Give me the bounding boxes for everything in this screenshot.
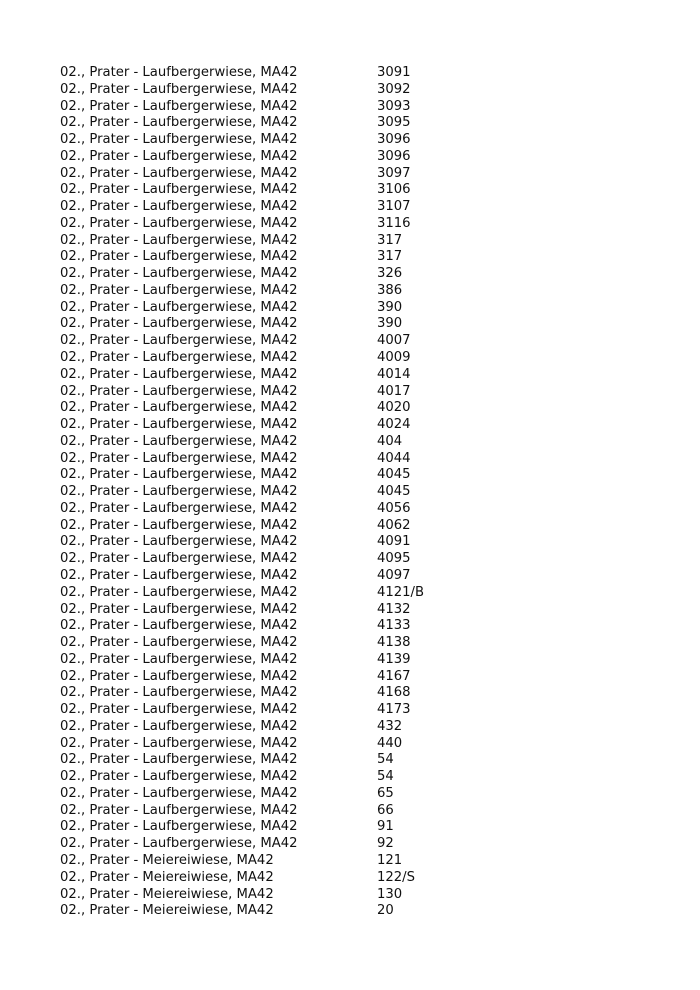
location-cell: 02., Prater - Laufbergerwiese, MA42 (60, 417, 298, 433)
location-cell: 02., Prater - Meiereiwiese, MA42 (60, 886, 274, 902)
location-cell: 02., Prater - Laufbergerwiese, MA42 (60, 366, 298, 382)
number-cell: 4009 (377, 350, 411, 366)
location-cell: 02., Prater - Meiereiwiese, MA42 (60, 869, 274, 885)
table-row (60, 384, 460, 401)
table-row (60, 585, 460, 602)
number-cell: 4133 (377, 618, 411, 634)
location-cell: 02., Prater - Laufbergerwiese, MA42 (60, 316, 298, 332)
number-cell: 3116 (377, 215, 411, 231)
table-row (60, 316, 460, 333)
table-row (60, 333, 460, 350)
number-cell: 4168 (377, 685, 411, 701)
table-row (60, 736, 460, 753)
table-row (60, 836, 460, 853)
location-cell: 02., Prater - Laufbergerwiese, MA42 (60, 400, 298, 416)
location-cell: 02., Prater - Laufbergerwiese, MA42 (60, 651, 298, 667)
number-cell: 317 (377, 249, 403, 265)
table-row (60, 266, 460, 283)
location-cell: 02., Prater - Laufbergerwiese, MA42 (60, 802, 298, 818)
table-row (60, 602, 460, 619)
number-cell: 4138 (377, 635, 411, 651)
table-row (60, 166, 460, 183)
number-cell: 4121/B (377, 584, 425, 600)
table-row (60, 350, 460, 367)
number-cell: 4139 (377, 651, 411, 667)
table-row (60, 149, 460, 166)
location-cell: 02., Prater - Meiereiwiese, MA42 (60, 852, 274, 868)
location-cell: 02., Prater - Laufbergerwiese, MA42 (60, 450, 298, 466)
number-cell: 91 (377, 819, 394, 835)
number-cell: 3096 (377, 148, 411, 164)
table-row (60, 249, 460, 266)
table-row (60, 786, 460, 803)
location-cell: 02., Prater - Laufbergerwiese, MA42 (60, 534, 298, 550)
location-cell: 02., Prater - Laufbergerwiese, MA42 (60, 98, 298, 114)
number-cell: 4045 (377, 467, 411, 483)
table-row (60, 803, 460, 820)
number-cell: 4167 (377, 668, 411, 684)
location-cell: 02., Prater - Laufbergerwiese, MA42 (60, 819, 298, 835)
location-cell: 02., Prater - Laufbergerwiese, MA42 (60, 785, 298, 801)
table-row (60, 484, 460, 501)
location-cell: 02., Prater - Laufbergerwiese, MA42 (60, 685, 298, 701)
table-row (60, 400, 460, 417)
table-row (60, 534, 460, 551)
table-row (60, 132, 460, 149)
location-cell: 02., Prater - Laufbergerwiese, MA42 (60, 551, 298, 567)
location-cell: 02., Prater - Laufbergerwiese, MA42 (60, 165, 298, 181)
table-row (60, 635, 460, 652)
location-cell: 02., Prater - Laufbergerwiese, MA42 (60, 635, 298, 651)
table-row (60, 467, 460, 484)
table-row (60, 903, 460, 920)
location-cell: 02., Prater - Laufbergerwiese, MA42 (60, 232, 298, 248)
number-cell: 4132 (377, 601, 411, 617)
number-cell: 121 (377, 852, 403, 868)
table-row (60, 702, 460, 719)
listing-table (60, 65, 460, 920)
number-cell: 3106 (377, 182, 411, 198)
table-row (60, 551, 460, 568)
location-cell: 02., Prater - Laufbergerwiese, MA42 (60, 702, 298, 718)
location-cell: 02., Prater - Laufbergerwiese, MA42 (60, 601, 298, 617)
number-cell: 4097 (377, 567, 411, 583)
table-row (60, 685, 460, 702)
location-cell: 02., Prater - Laufbergerwiese, MA42 (60, 182, 298, 198)
number-cell: 390 (377, 316, 403, 332)
table-row (60, 819, 460, 836)
location-cell: 02., Prater - Laufbergerwiese, MA42 (60, 467, 298, 483)
location-cell: 02., Prater - Laufbergerwiese, MA42 (60, 148, 298, 164)
location-cell: 02., Prater - Laufbergerwiese, MA42 (60, 215, 298, 231)
table-row (60, 199, 460, 216)
table-row (60, 115, 460, 132)
number-cell: 4017 (377, 383, 411, 399)
table-row (60, 65, 460, 82)
number-cell: 4056 (377, 500, 411, 516)
table-row (60, 618, 460, 635)
location-cell: 02., Prater - Laufbergerwiese, MA42 (60, 718, 298, 734)
number-cell: 3091 (377, 65, 411, 80)
location-cell: 02., Prater - Laufbergerwiese, MA42 (60, 199, 298, 215)
table-row (60, 99, 460, 116)
location-cell: 02., Prater - Laufbergerwiese, MA42 (60, 752, 298, 768)
table-row (60, 719, 460, 736)
table-row (60, 451, 460, 468)
location-cell: 02., Prater - Laufbergerwiese, MA42 (60, 299, 298, 315)
table-row (60, 518, 460, 535)
location-cell: 02., Prater - Laufbergerwiese, MA42 (60, 249, 298, 265)
number-cell: 54 (377, 752, 394, 768)
number-cell: 404 (377, 433, 403, 449)
location-cell: 02., Prater - Laufbergerwiese, MA42 (60, 282, 298, 298)
table-row (60, 887, 460, 904)
number-cell: 66 (377, 802, 394, 818)
number-cell: 3097 (377, 165, 411, 181)
table-row (60, 501, 460, 518)
number-cell: 54 (377, 769, 394, 785)
number-cell: 4095 (377, 551, 411, 567)
table-row (60, 870, 460, 887)
table-row (60, 752, 460, 769)
location-cell: 02., Prater - Laufbergerwiese, MA42 (60, 333, 298, 349)
location-cell: 02., Prater - Laufbergerwiese, MA42 (60, 500, 298, 516)
location-cell: 02., Prater - Laufbergerwiese, MA42 (60, 383, 298, 399)
number-cell: 4007 (377, 333, 411, 349)
table-row (60, 367, 460, 384)
table-row (60, 283, 460, 300)
number-cell: 440 (377, 735, 403, 751)
number-cell: 3093 (377, 98, 411, 114)
number-cell: 4044 (377, 450, 411, 466)
number-cell: 3096 (377, 132, 411, 148)
location-cell: 02., Prater - Laufbergerwiese, MA42 (60, 668, 298, 684)
location-cell: 02., Prater - Laufbergerwiese, MA42 (60, 484, 298, 500)
number-cell: 317 (377, 232, 403, 248)
number-cell: 4173 (377, 702, 411, 718)
location-cell: 02., Prater - Laufbergerwiese, MA42 (60, 115, 298, 131)
table-row (60, 434, 460, 451)
table-row (60, 300, 460, 317)
table-row (60, 182, 460, 199)
number-cell: 3092 (377, 81, 411, 97)
location-cell: 02., Prater - Laufbergerwiese, MA42 (60, 517, 298, 533)
number-cell: 4024 (377, 417, 411, 433)
number-cell: 4045 (377, 484, 411, 500)
location-cell: 02., Prater - Laufbergerwiese, MA42 (60, 618, 298, 634)
location-cell: 02., Prater - Laufbergerwiese, MA42 (60, 266, 298, 282)
location-cell: 02., Prater - Laufbergerwiese, MA42 (60, 735, 298, 751)
number-cell: 432 (377, 718, 403, 734)
number-cell: 3095 (377, 115, 411, 131)
location-cell: 02., Prater - Laufbergerwiese, MA42 (60, 350, 298, 366)
number-cell: 130 (377, 886, 403, 902)
location-cell: 02., Prater - Laufbergerwiese, MA42 (60, 567, 298, 583)
location-cell: 02., Prater - Laufbergerwiese, MA42 (60, 81, 298, 97)
table-row (60, 568, 460, 585)
number-cell: 65 (377, 785, 394, 801)
table-row (60, 216, 460, 233)
location-cell: 02., Prater - Laufbergerwiese, MA42 (60, 769, 298, 785)
number-cell: 390 (377, 299, 403, 315)
number-cell: 326 (377, 266, 403, 282)
location-cell: 02., Prater - Laufbergerwiese, MA42 (60, 433, 298, 449)
number-cell: 3107 (377, 199, 411, 215)
number-cell: 20 (377, 903, 394, 919)
number-cell: 92 (377, 836, 394, 852)
number-cell: 4062 (377, 517, 411, 533)
table-row (60, 652, 460, 669)
table-row (60, 417, 460, 434)
number-cell: 4020 (377, 400, 411, 416)
number-cell: 122/S (377, 869, 415, 885)
location-cell: 02., Prater - Laufbergerwiese, MA42 (60, 836, 298, 852)
location-cell: 02., Prater - Laufbergerwiese, MA42 (60, 132, 298, 148)
location-cell: 02., Prater - Laufbergerwiese, MA42 (60, 584, 298, 600)
table-row (60, 769, 460, 786)
location-cell: 02., Prater - Meiereiwiese, MA42 (60, 903, 274, 919)
location-cell: 02., Prater - Laufbergerwiese, MA42 (60, 65, 298, 80)
number-cell: 386 (377, 282, 403, 298)
number-cell: 4014 (377, 366, 411, 382)
number-cell: 4091 (377, 534, 411, 550)
table-row (60, 82, 460, 99)
table-row (60, 669, 460, 686)
table-row (60, 233, 460, 250)
table-row (60, 853, 460, 870)
